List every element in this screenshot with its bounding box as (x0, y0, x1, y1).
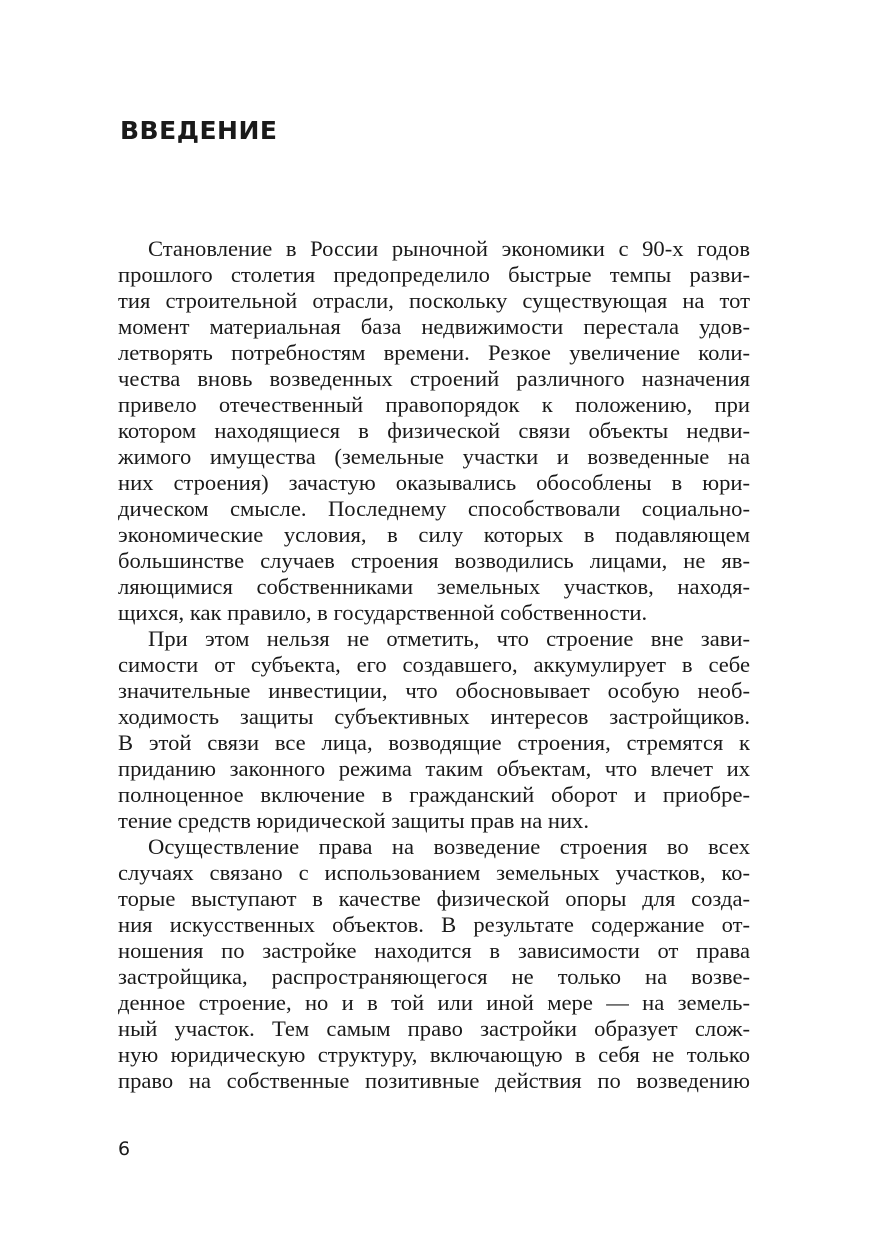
text-line: момент материальная база недвижимости перестала удов- (118, 314, 750, 339)
text-line: щихся, как правило, в государственной собственности. (118, 600, 648, 625)
text-line: тение средств юридической защиты прав на них. (118, 808, 590, 833)
text-line: чества вновь возведенных строений различного назначения (118, 366, 750, 391)
text-line: случаях связано с использованием земельных участков, ко- (118, 860, 750, 885)
body-text (118, 236, 750, 1094)
text-line: тия строительной отрасли, поскольку существующая на тот (118, 288, 750, 313)
text-line: При этом нельзя не отметить, что строение вне зави- (148, 626, 750, 651)
paragraph-2 (118, 626, 750, 834)
text-line: ходимость защиты субъективных интересов застройщиков. (118, 704, 750, 729)
text-line: дическом смысле. Последнему способствовали социально- (118, 496, 750, 521)
chapter-title: ВВЕДЕНИЕ (120, 116, 278, 145)
text-line: прошлого столетия предопределило быстрые темпы разви- (118, 262, 750, 287)
text-line: летворять потребностям времени. Резкое увеличение коли- (118, 340, 750, 365)
text-line: большинстве случаев строения возводились лицами, не яв- (118, 548, 750, 573)
text-line: застройщика, распространяющегося не только на возве- (118, 964, 750, 989)
text-line: экономические условия, в силу которых в подавляющем (118, 522, 750, 547)
text-line: жимого имущества (земельные участки и возведенные на (118, 444, 750, 469)
text-line: симости от субъекта, его создавшего, аккумулирует в себе (118, 652, 750, 677)
text-line: В этой связи все лица, возводящие строения, стремятся к (118, 730, 750, 755)
text-line: Становление в России рыночной экономики с 90-х годов (148, 236, 750, 261)
text-line: полноценное включение в гражданский оборот и приобре- (118, 782, 750, 807)
paragraph-1 (118, 236, 750, 626)
page-number: 6 (118, 1138, 131, 1160)
text-line: ный участок. Тем самым право застройки образует слож- (118, 1016, 750, 1041)
text-line: ную юридическую структуру, включающую в себя не только (118, 1042, 750, 1067)
text-line: котором находящиеся в физической связи объекты недви- (118, 418, 750, 443)
text-line: Осуществление права на возведение строения во всех (148, 834, 750, 859)
text-line: ношения по застройке находится в зависимости от права (118, 938, 750, 963)
text-line: приданию законного режима таким объектам, что влечет их (118, 756, 750, 781)
text-line: привело отечественный правопорядок к положению, при (118, 392, 750, 417)
text-line: них строения) зачастую оказывались обособлены в юри- (118, 470, 750, 495)
text-line: право на собственные позитивные действия по возведению (118, 1068, 750, 1093)
text-line: значительные инвестиции, что обосновывает особую необ- (118, 678, 750, 703)
paragraph-3 (118, 834, 750, 1094)
text-line: ляющимися собственниками земельных участков, находя- (118, 574, 750, 599)
text-line: денное строение, но и в той или иной мере — на земель- (118, 990, 750, 1015)
text-line: ния искусственных объектов. В результате содержание от- (118, 912, 750, 937)
text-line: торые выступают в качестве физической опоры для созда- (118, 886, 750, 911)
